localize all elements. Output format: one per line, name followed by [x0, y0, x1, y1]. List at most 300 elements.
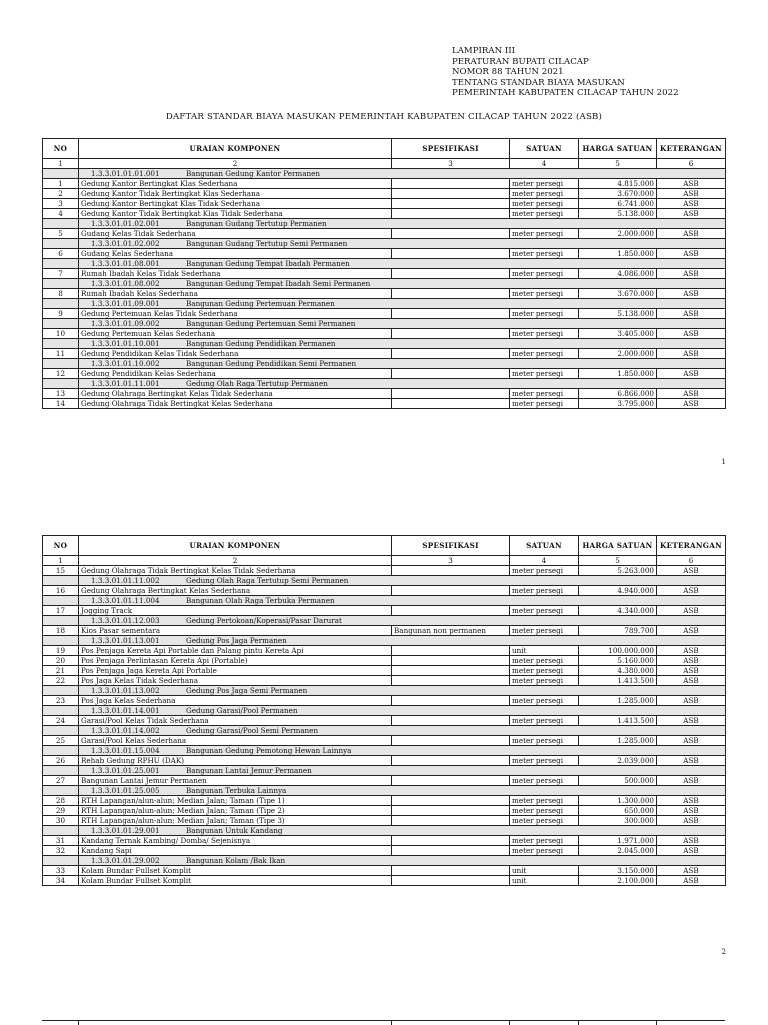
cell-uraian: RTH Lapangan/alun-alun; Median Jalan; Taman (Tipe 3) [79, 816, 392, 826]
group-no-cell [43, 856, 79, 866]
group-name: Gedung Olah Raga Tertutup Permanen [186, 379, 328, 388]
cell-satuan: meter persegi [510, 846, 579, 856]
group-code: 1.3.3.01.01.08.001 [91, 259, 160, 268]
cell-satuan: meter persegi [510, 776, 579, 786]
cell-uraian: Pos Penjaga Kereta Api Portable dan Palang pintu Kereta Api [79, 646, 392, 656]
cell-keterangan: ASB [657, 806, 726, 816]
cell-satuan: meter persegi [510, 389, 579, 399]
table-row [43, 866, 726, 876]
col-header-no: NO [43, 536, 79, 556]
cell-spesifikasi [392, 566, 510, 576]
group-row [43, 259, 726, 269]
cell-harga: 3.150.000 [579, 866, 657, 876]
group-heading-cell [79, 726, 726, 736]
cell-harga: 300.000 [579, 816, 657, 826]
cell-spesifikasi [392, 836, 510, 846]
cell-uraian: Gedung Pendidikan Kelas Sederhana [79, 369, 392, 379]
cell-satuan: meter persegi [510, 309, 579, 319]
group-row [43, 636, 726, 646]
table-row [43, 656, 726, 666]
cell-no: 5 [43, 229, 79, 239]
col-header-keterangan: KETERANGAN [657, 536, 726, 556]
group-name: Bangunan Gedung Pemotong Hewan Lainnya [186, 746, 352, 755]
cell-satuan: unit [510, 866, 579, 876]
table-row [43, 716, 726, 726]
cell-satuan: meter persegi [510, 626, 579, 636]
cell-uraian: Rumah Ibadah Kelas Tidak Sederhana [79, 269, 392, 279]
cell-spesifikasi [392, 716, 510, 726]
cell-harga: 100.000.000 [579, 646, 657, 656]
table-row [43, 606, 726, 616]
group-no-cell [43, 319, 79, 329]
cell-uraian: Pos Penjaga Perlintasan Kereta Api (Portable) [79, 656, 392, 666]
cell-keterangan: ASB [657, 309, 726, 319]
table-row [43, 696, 726, 706]
cell-keterangan: ASB [657, 209, 726, 219]
group-heading-cell [79, 826, 726, 836]
cell-satuan: meter persegi [510, 586, 579, 596]
cell-harga: 500.000 [579, 776, 657, 786]
group-code: 1.3.3.01.01.29.002 [91, 856, 160, 865]
cell-harga: 1.413.500 [579, 676, 657, 686]
group-code: 1.3.3.01.01.02.001 [91, 219, 160, 228]
cell-harga: 3.405.000 [579, 329, 657, 339]
group-heading-cell [79, 616, 726, 626]
cell-keterangan: ASB [657, 666, 726, 676]
group-row [43, 686, 726, 696]
cell-uraian: Gedung Pertemuan Kelas Tidak Sederhana [79, 309, 392, 319]
group-name: Gedung Olah Raga Tertutup Semi Permanen [186, 576, 349, 585]
col-number: 5 [579, 556, 657, 566]
group-heading-cell [79, 636, 726, 646]
group-heading-cell [79, 259, 726, 269]
cell-keterangan: ASB [657, 389, 726, 399]
group-heading-cell [79, 339, 726, 349]
cell-harga: 3.670.000 [579, 189, 657, 199]
cell-no: 12 [43, 369, 79, 379]
cell-no: 27 [43, 776, 79, 786]
next-page-table-edge [42, 1020, 725, 1025]
group-code: 1.3.3.01.01.09.002 [91, 319, 160, 328]
col-header-keterangan: KETERANGAN [657, 139, 726, 159]
group-name: Bangunan Gudang Tertutup Semi Permanen [186, 239, 348, 248]
col-number: 2 [79, 556, 392, 566]
cell-uraian: Gedung Olahraga Tidak Bertingkat Kelas Tidak Sederhana [79, 566, 392, 576]
cell-spesifikasi [392, 289, 510, 299]
col-number: 4 [510, 556, 579, 566]
table-row [43, 369, 726, 379]
cell-uraian: RTH Lapangan/alun-alun; Median Jalan; Taman (Tipe 1) [79, 796, 392, 806]
group-heading-cell [79, 686, 726, 696]
table-row [43, 676, 726, 686]
cell-keterangan: ASB [657, 816, 726, 826]
group-code: 1.3.3.01.01.09.001 [91, 299, 160, 308]
cell-satuan: meter persegi [510, 249, 579, 259]
cell-keterangan: ASB [657, 369, 726, 379]
group-no-cell [43, 279, 79, 289]
cell-uraian: Gedung Olahraga Bertingkat Kelas Sederhana [79, 586, 392, 596]
group-code: 1.3.3.01.01.11.004 [91, 596, 160, 605]
group-no-cell [43, 259, 79, 269]
cell-satuan: meter persegi [510, 806, 579, 816]
cell-keterangan: ASB [657, 876, 726, 886]
cell-harga: 3.670.000 [579, 289, 657, 299]
cell-spesifikasi [392, 179, 510, 189]
document-header [452, 46, 679, 99]
cell-keterangan: ASB [657, 776, 726, 786]
cell-uraian: Kolam Bundar Fullset Komplit [79, 876, 392, 886]
cell-no: 1 [43, 179, 79, 189]
cell-keterangan: ASB [657, 189, 726, 199]
group-code: 1.3.3.01.01.11.002 [91, 576, 160, 585]
cell-keterangan: ASB [657, 866, 726, 876]
cell-harga: 2.039.000 [579, 756, 657, 766]
cell-no: 21 [43, 666, 79, 676]
group-heading-cell [79, 596, 726, 606]
cell-uraian: Gudang Kelas Tidak Sederhana [79, 229, 392, 239]
cell-spesifikasi [392, 389, 510, 399]
cell-no: 10 [43, 329, 79, 339]
table-row [43, 806, 726, 816]
group-code: 1.3.3.01.01.13.001 [91, 636, 160, 645]
group-name: Bangunan Gudang Tertutup Permanen [186, 219, 327, 228]
table-row [43, 209, 726, 219]
group-code: 1.3.3.01.01.25.001 [91, 766, 160, 775]
table-row [43, 626, 726, 636]
group-heading-cell [79, 379, 726, 389]
group-heading-cell [79, 766, 726, 776]
cell-keterangan: ASB [657, 676, 726, 686]
group-code: 1.3.3.01.01.01.001 [91, 169, 160, 178]
price-table-page-1 [42, 138, 726, 409]
cell-harga: 4.815.000 [579, 179, 657, 189]
cell-satuan: meter persegi [510, 816, 579, 826]
group-no-cell [43, 219, 79, 229]
cell-uraian: Kolam Bundar Fullset Komplit [79, 866, 392, 876]
group-name: Bangunan Gedung Pendidikan Permanen [186, 339, 336, 348]
group-name: Gedung Pos Jaga Permanen [186, 636, 287, 645]
col-number: 4 [510, 159, 579, 169]
cell-spesifikasi [392, 876, 510, 886]
cell-uraian: Gedung Kantor Bertingkat Klas Tidak Sederhana [79, 199, 392, 209]
group-code: 1.3.3.01.01.29.001 [91, 826, 160, 835]
group-heading-cell [79, 319, 726, 329]
cell-spesifikasi [392, 866, 510, 876]
group-row [43, 169, 726, 179]
cell-uraian: Pos Jaga Kelas Tidak Sederhana [79, 676, 392, 686]
table-row [43, 389, 726, 399]
header-line: PEMERINTAH KABUPATEN CILACAP TAHUN 2022 [452, 88, 679, 99]
group-row [43, 616, 726, 626]
cell-no: 14 [43, 399, 79, 409]
group-row [43, 359, 726, 369]
group-row [43, 339, 726, 349]
group-name: Gedung Garasi/Pool Permanen [186, 706, 298, 715]
col-header-harga: HARGA SATUAN [579, 139, 657, 159]
cell-uraian: Gedung Olahraga Tidak Bertingkat Kelas Sederhana [79, 399, 392, 409]
col-number: 6 [657, 556, 726, 566]
cell-no: 2 [43, 189, 79, 199]
cell-spesifikasi [392, 646, 510, 656]
cell-harga: 2.000.000 [579, 229, 657, 239]
cell-spesifikasi [392, 199, 510, 209]
group-code: 1.3.3.01.01.08.002 [91, 279, 160, 288]
group-row [43, 706, 726, 716]
cell-uraian: Garasi/Pool Kelas Tidak Sederhana [79, 716, 392, 726]
cell-no: 6 [43, 249, 79, 259]
group-name: Bangunan Gedung Pertemuan Permanen [186, 299, 335, 308]
cell-keterangan: ASB [657, 606, 726, 616]
price-table-page-2 [42, 535, 726, 886]
cell-harga: 1.285.000 [579, 736, 657, 746]
cell-satuan: meter persegi [510, 796, 579, 806]
document-title: DAFTAR STANDAR BIAYA MASUKAN PEMERINTAH KABUPATEN CILACAP TAHUN 2022 (ASB) [165, 112, 603, 122]
group-name: Bangunan Untuk Kandang [186, 826, 283, 835]
col-number: 3 [392, 556, 510, 566]
cell-keterangan: ASB [657, 399, 726, 409]
cell-no: 24 [43, 716, 79, 726]
cell-harga: 1.285.000 [579, 696, 657, 706]
cell-satuan: unit [510, 646, 579, 656]
cell-spesifikasi [392, 249, 510, 259]
group-name: Bangunan Gedung Tempat Ibadah Permanen [186, 259, 350, 268]
cell-uraian: Gedung Olahraga Bertingkat Kelas Tidak Sederhana [79, 389, 392, 399]
group-name: Bangunan Kolam /Bak Ikan [186, 856, 286, 865]
cell-satuan: meter persegi [510, 566, 579, 576]
cell-spesifikasi [392, 816, 510, 826]
cell-spesifikasi [392, 666, 510, 676]
group-code: 1.3.3.01.01.02.002 [91, 239, 160, 248]
table-row [43, 736, 726, 746]
table-row [43, 229, 726, 239]
cell-satuan: meter persegi [510, 606, 579, 616]
group-code: 1.3.3.01.01.13.002 [91, 686, 160, 695]
group-row [43, 786, 726, 796]
group-code: 1.3.3.01.01.11.001 [91, 379, 160, 388]
cell-spesifikasi [392, 399, 510, 409]
cell-harga: 5.138.000 [579, 209, 657, 219]
col-number: 1 [43, 159, 79, 169]
cell-spesifikasi [392, 776, 510, 786]
cell-spesifikasi [392, 309, 510, 319]
cell-keterangan: ASB [657, 229, 726, 239]
cell-keterangan: ASB [657, 289, 726, 299]
table-row [43, 399, 726, 409]
cell-harga: 1.300.000 [579, 796, 657, 806]
group-name: Bangunan Gedung Pertemuan Semi Permanen [186, 319, 356, 328]
cell-satuan: meter persegi [510, 189, 579, 199]
group-no-cell [43, 379, 79, 389]
cell-uraian: Kios Pasar sementara [79, 626, 392, 636]
group-name: Gedung Pos Jaga Semi Permanen [186, 686, 308, 695]
cell-harga: 1.413.500 [579, 716, 657, 726]
group-name: Bangunan Terbuka Lainnya [186, 786, 287, 795]
cell-uraian: Gedung Kantor Tidak Bertingkat Klas Tidak Sederhana [79, 209, 392, 219]
cell-spesifikasi [392, 676, 510, 686]
cell-uraian: Gedung Pendidikan Kelas Tidak Sederhana [79, 349, 392, 359]
cell-satuan: meter persegi [510, 269, 579, 279]
group-name: Bangunan Gedung Tempat Ibadah Semi Permanen [186, 279, 371, 288]
group-heading-cell [79, 746, 726, 756]
table-row [43, 269, 726, 279]
page-number: 1 [721, 458, 726, 466]
cell-spesifikasi [392, 329, 510, 339]
group-no-cell [43, 169, 79, 179]
group-no-cell [43, 766, 79, 776]
cell-keterangan: ASB [657, 566, 726, 576]
col-number: 1 [43, 556, 79, 566]
table-row [43, 646, 726, 656]
group-name: Gedung Garasi/Pool Semi Permanen [186, 726, 319, 735]
cell-no: 13 [43, 389, 79, 399]
cell-harga: 6.866.000 [579, 389, 657, 399]
group-no-cell [43, 596, 79, 606]
cell-harga: 1.850.000 [579, 249, 657, 259]
cell-keterangan: ASB [657, 836, 726, 846]
cell-satuan: meter persegi [510, 836, 579, 846]
group-heading-cell [79, 169, 726, 179]
cell-harga: 3.795.000 [579, 399, 657, 409]
group-row [43, 219, 726, 229]
table-row [43, 586, 726, 596]
group-heading-cell [79, 786, 726, 796]
group-row [43, 856, 726, 866]
cell-harga: 1.850.000 [579, 369, 657, 379]
col-header-no: NO [43, 139, 79, 159]
table-row [43, 329, 726, 339]
table-row [43, 666, 726, 676]
cell-satuan: meter persegi [510, 209, 579, 219]
cell-no: 28 [43, 796, 79, 806]
cell-spesifikasi [392, 796, 510, 806]
col-header-satuan: SATUAN [510, 139, 579, 159]
table-row [43, 189, 726, 199]
table-row [43, 179, 726, 189]
cell-harga: 2.045.000 [579, 846, 657, 856]
group-code: 1.3.3.01.01.10.001 [91, 339, 160, 348]
cell-satuan: meter persegi [510, 716, 579, 726]
group-code: 1.3.3.01.01.15.004 [91, 746, 160, 755]
group-no-cell [43, 239, 79, 249]
cell-no: 32 [43, 846, 79, 856]
cell-spesifikasi [392, 269, 510, 279]
group-code: 1.3.3.01.01.10.002 [91, 359, 160, 368]
group-no-cell [43, 706, 79, 716]
cell-satuan: meter persegi [510, 289, 579, 299]
table-row [43, 796, 726, 806]
cell-keterangan: ASB [657, 646, 726, 656]
col-header-spesifikasi: SPESIFIKASI [392, 139, 510, 159]
cell-harga: 4.086.000 [579, 269, 657, 279]
cell-no: 30 [43, 816, 79, 826]
col-number: 2 [79, 159, 392, 169]
group-no-cell [43, 686, 79, 696]
cell-satuan: meter persegi [510, 676, 579, 686]
cell-uraian: Pos Jaga Kelas Sederhana [79, 696, 392, 706]
cell-no: 22 [43, 676, 79, 686]
cell-satuan: meter persegi [510, 329, 579, 339]
cell-satuan: meter persegi [510, 736, 579, 746]
cell-satuan: meter persegi [510, 696, 579, 706]
cell-no: 29 [43, 806, 79, 816]
col-number: 6 [657, 159, 726, 169]
cell-spesifikasi [392, 189, 510, 199]
cell-satuan: meter persegi [510, 199, 579, 209]
cell-satuan: meter persegi [510, 656, 579, 666]
col-number: 5 [579, 159, 657, 169]
cell-harga: 2.000.000 [579, 349, 657, 359]
cell-keterangan: ASB [657, 626, 726, 636]
group-heading-cell [79, 239, 726, 249]
group-row [43, 826, 726, 836]
cell-keterangan: ASB [657, 736, 726, 746]
cell-spesifikasi [392, 756, 510, 766]
cell-spesifikasi [392, 806, 510, 816]
cell-uraian: Gedung Kantor Tidak Bertingkat Klas Sederhana [79, 189, 392, 199]
cell-no: 15 [43, 566, 79, 576]
group-row [43, 239, 726, 249]
group-row [43, 766, 726, 776]
cell-no: 16 [43, 586, 79, 596]
table-body-page-1 [43, 169, 726, 409]
table-row [43, 249, 726, 259]
group-no-cell [43, 726, 79, 736]
table-row [43, 199, 726, 209]
col-header-uraian: URAIAN KOMPONEN [79, 536, 392, 556]
cell-no: 18 [43, 626, 79, 636]
cell-uraian: Garasi/Pool Kelas Sederhana [79, 736, 392, 746]
group-row [43, 319, 726, 329]
cell-harga: 6.741.000 [579, 199, 657, 209]
cell-keterangan: ASB [657, 716, 726, 726]
table-row [43, 876, 726, 886]
cell-harga: 5.138.000 [579, 309, 657, 319]
cell-keterangan: ASB [657, 179, 726, 189]
cell-satuan: meter persegi [510, 399, 579, 409]
cell-spesifikasi [392, 209, 510, 219]
cell-keterangan: ASB [657, 756, 726, 766]
cell-spesifikasi [392, 606, 510, 616]
cell-harga: 4.940.000 [579, 586, 657, 596]
cell-keterangan: ASB [657, 329, 726, 339]
group-heading-cell [79, 279, 726, 289]
cell-no: 25 [43, 736, 79, 746]
cell-harga: 5.160.000 [579, 656, 657, 666]
group-name: Bangunan Olah Raga Terbuka Permanen [186, 596, 335, 605]
group-heading-cell [79, 856, 726, 866]
cell-keterangan: ASB [657, 586, 726, 596]
cell-uraian: Kandang Sapi [79, 846, 392, 856]
table-body-page-2 [43, 566, 726, 886]
cell-keterangan: ASB [657, 199, 726, 209]
cell-satuan: meter persegi [510, 666, 579, 676]
cell-uraian: Gudang Kelas Sederhana [79, 249, 392, 259]
col-header-uraian: URAIAN KOMPONEN [79, 139, 392, 159]
cell-no: 26 [43, 756, 79, 766]
table-row [43, 846, 726, 856]
group-code: 1.3.3.01.01.12.003 [91, 616, 160, 625]
cell-satuan: unit [510, 876, 579, 886]
cell-spesifikasi [392, 656, 510, 666]
group-code: 1.3.3.01.01.25.005 [91, 786, 160, 795]
cell-uraian: Pos Penjaga Jaga Kereta Api Portable [79, 666, 392, 676]
cell-no: 4 [43, 209, 79, 219]
cell-no: 31 [43, 836, 79, 846]
cell-spesifikasi [392, 736, 510, 746]
cell-harga: 650.000 [579, 806, 657, 816]
cell-keterangan: ASB [657, 656, 726, 666]
col-header-spesifikasi: SPESIFIKASI [392, 536, 510, 556]
